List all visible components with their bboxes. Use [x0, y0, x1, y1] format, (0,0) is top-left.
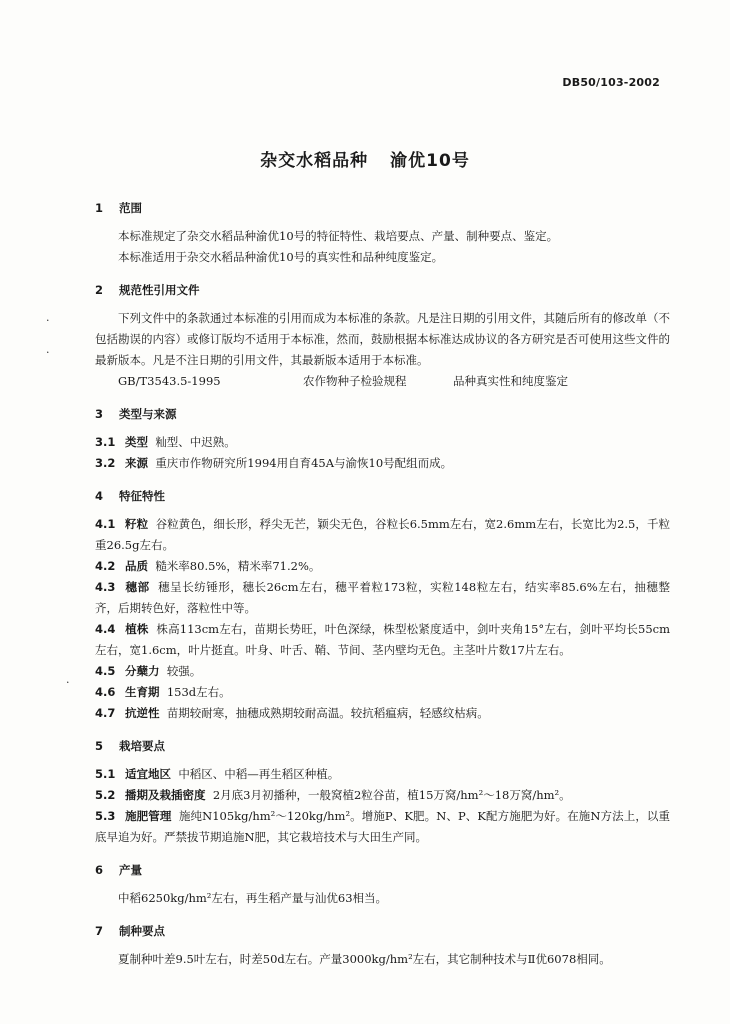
paragraph: 夏制种叶差9.5叶左右，时差50d左右。产量3000kg/hm²左右，其它制种技术与Ⅱ优6078相同。: [118, 952, 611, 966]
clause: 4.6 生育期 153d左右。: [95, 685, 231, 699]
scan-mark: ·: [46, 314, 50, 327]
clause: 4.7 抗逆性 苗期较耐寒，抽穗成熟期较耐高温。较抗稻瘟病，轻感纹枯病。: [95, 706, 489, 720]
title-part2: 渝优10号: [390, 151, 470, 171]
reference-name: 农作物种子检验规程: [303, 374, 407, 388]
section-heading: 4 特征特性: [95, 489, 165, 503]
reference-part: 品种真实性和纯度鉴定: [453, 374, 568, 388]
paragraph: 下列文件中的条款通过本标准的引用而成为本标准的条款。凡是注日期的引用文件，其随后所有的修改单（不包括勘误的内容）或修订版均不适用于本标准，然而，鼓励根据本标准达成协议的各方研究是否可使用这些文件的最新版本。凡是不注日期的引用文件，其最新版本适用于本标准。: [95, 311, 670, 367]
reference-row: [95, 371, 670, 392]
section-heading: 2 规范性引用文件: [95, 283, 200, 297]
clause: 4.5 分蘖力 较强。: [95, 664, 202, 678]
section-heading: 6 产量: [95, 863, 142, 877]
clause: 3.1 类型 籼型、中迟熟。: [95, 435, 236, 449]
document-body: [95, 200, 670, 970]
clause: 4.3 穗部 穗呈长纺锤形，穗长26cm左右，穗平着粒173粒，实粒148粒左右，结实率85.6%左右，抽穗整齐，后期转色好，落粒性中等。: [95, 580, 670, 615]
section-heading: 5 栽培要点: [95, 739, 165, 753]
page-title: [0, 146, 730, 171]
clause: 4.2 品质 糙米率80.5%，精米率71.2%。: [95, 559, 321, 573]
scan-mark: ·: [46, 346, 50, 359]
clause: 3.2 来源 重庆市作物研究所1994用自育45A与渝恢10号配组而成。: [95, 456, 453, 470]
clause: 4.1 籽粒 谷粒黄色，细长形，稃尖无芒，颖尖无色，谷粒长6.5mm左右，宽2.6mm左右，长宽比为2.5，千粒重26.5g左右。: [95, 517, 671, 552]
section-heading: 1 范围: [95, 201, 142, 215]
section-heading: 7 制种要点: [95, 924, 165, 938]
paragraph: 中稻6250kg/hm²左右，再生稻产量与汕优63相当。: [118, 891, 388, 905]
document-number: DB50/103-2002: [562, 76, 660, 89]
clause: 5.2 播期及栽插密度 2月底3月初播种，一般窝植2粒谷苗，植15万窝/hm²～18万窝/hm²。: [95, 788, 571, 802]
title-part1: 杂交水稻品种: [260, 151, 369, 171]
paragraph: 本标准适用于杂交水稻品种渝优10号的真实性和品种纯度鉴定。: [118, 250, 444, 264]
clause: 5.1 适宜地区 中稻区、中稻—再生稻区种植。: [95, 767, 340, 781]
scan-mark: ·: [66, 676, 70, 689]
reference-code: GB/T3543.5-1995: [118, 374, 221, 388]
section-heading: 3 类型与来源: [95, 407, 177, 421]
paragraph: 本标准规定了杂交水稻品种渝优10号的特征特性、栽培要点、产量、制种要点、鉴定。: [118, 229, 559, 243]
clause: 4.4 植株 株高113cm左右，苗期长势旺，叶色深绿，株型松紧度适中，剑叶夹角15°左右，剑叶平均长55cm左右，宽1.6cm，叶片挺直。叶身、叶舌、鞘、节间、茎内壁均无色。主茎叶片数17片左右。: [95, 622, 671, 657]
clause: 5.3 施肥管理 施纯N105kg/hm²～120kg/hm²。增施P、K肥。N、P、K配方施肥为好。在施N方法上，以重底早追为好。严禁拔节期追施N肥，其它栽培技术与大田生产同。: [95, 809, 671, 844]
